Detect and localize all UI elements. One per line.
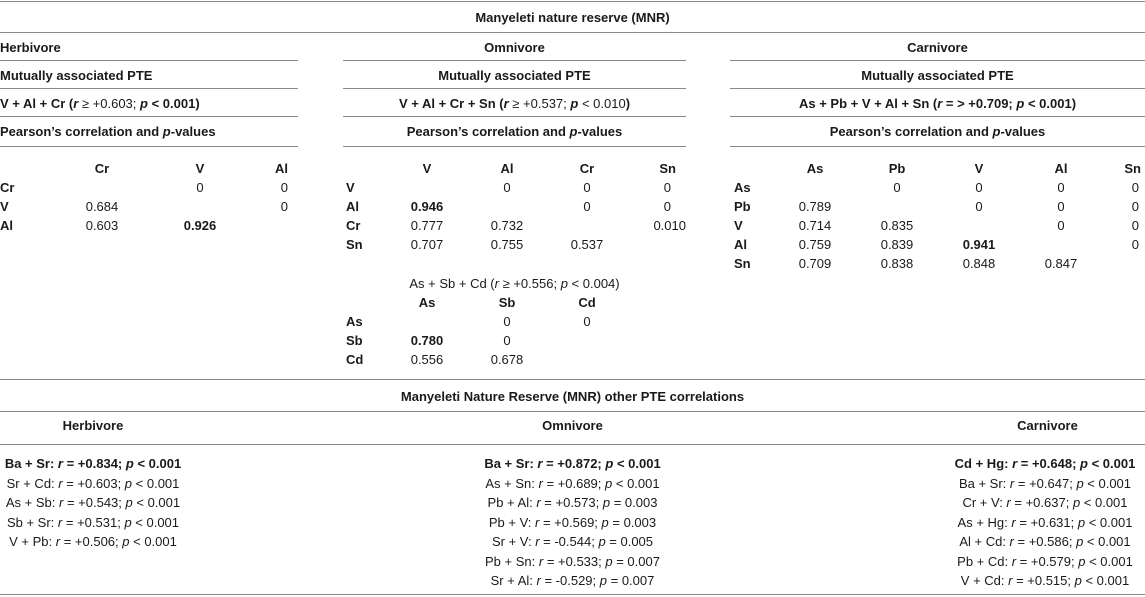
correlation-pair: V + Pb:: [9, 534, 56, 549]
matrix-col-header: As: [806, 161, 824, 176]
other-herbivore-header: Herbivore: [62, 418, 124, 433]
correlation-r: r: [57, 514, 63, 530]
correlation-r: r: [535, 514, 540, 530]
herbivore-header: Herbivore: [0, 40, 61, 55]
correlation-rv: = +0.543;: [63, 495, 126, 510]
herbivore-mutual-label: Mutually associated PTE: [0, 68, 153, 83]
correlation-row: [0, 456, 186, 472]
matrix-row-label: Al: [734, 237, 747, 252]
matrix-col-header: Pb: [888, 161, 906, 176]
matrix-col-header: Cr: [94, 161, 110, 176]
correlation-r: r: [55, 534, 61, 549]
correlation-pair: Sr + Cd:: [6, 475, 59, 491]
correlation-pv: < 0.001: [131, 514, 180, 530]
correlation-pv: < 0.001: [129, 534, 177, 549]
correlation-p: p: [605, 456, 614, 471]
correlation-pair: Pb + V:: [488, 514, 536, 530]
correlation-p: p: [1077, 514, 1086, 530]
correlation-pair: V + Cd:: [960, 573, 1009, 588]
correlation-row: [945, 573, 1145, 589]
matrix-cell: 0: [196, 180, 204, 195]
correlation-row: [945, 476, 1145, 492]
matrix-cell: 0.732: [490, 218, 524, 233]
other-title: Manyeleti Nature Reserve (MNR) other PTE correlations: [400, 389, 745, 404]
correlation-p: p: [1080, 456, 1088, 471]
matrix-col-header: Cr: [579, 161, 595, 176]
correlation-r: r: [537, 456, 543, 471]
correlation-r: r: [58, 475, 63, 491]
correlation-rv: = +0.648;: [1017, 456, 1081, 471]
matrix-cell: 0.838: [880, 256, 914, 271]
herbivore-rule-4: [0, 146, 298, 147]
correlation-pair: As + Hg:: [957, 514, 1012, 530]
matrix-row-label: V: [0, 199, 9, 214]
table-title: Manyeleti nature reserve (MNR): [475, 10, 670, 25]
omnivore-pearson-label: Pearson’s correlation and p-values: [406, 124, 623, 139]
correlation-pair: Sb + Sr:: [6, 514, 58, 530]
correlation-pair: Sr + Al:: [490, 573, 537, 588]
matrix-row-label: Sb: [346, 333, 363, 348]
correlation-rv: = +0.647;: [1014, 475, 1077, 491]
omnivore-rule-3: [343, 116, 686, 117]
matrix-cell: 0: [663, 180, 671, 195]
correlation-pv: = 0.003: [610, 495, 658, 510]
correlation-rv: = +0.603;: [62, 475, 125, 491]
matrix-cell: 0: [280, 199, 288, 214]
matrix-row-label: Cr: [346, 218, 361, 233]
correlation-p: p: [605, 553, 613, 569]
matrix-cell: 0: [1057, 199, 1065, 214]
correlation-p: p: [124, 514, 132, 530]
matrix-cell: 0: [1131, 180, 1139, 195]
correlation-rv: = +0.515;: [1012, 573, 1075, 588]
correlation-pair: Ba + Sr:: [4, 456, 58, 471]
correlation-rv: = +0.637;: [1010, 495, 1073, 510]
correlation-pv: < 0.001: [1087, 456, 1136, 471]
correlation-pv: = 0.007: [607, 573, 655, 588]
correlation-rv: = +0.872;: [542, 456, 606, 471]
matrix-cell: 0.777: [410, 218, 444, 233]
correlation-pv: < 0.001: [1083, 534, 1131, 549]
carnivore-formula: As + Pb + V + Al + Sn (r = > +0.709; p < 0.001): [798, 96, 1077, 111]
matrix-cell: 0: [1131, 199, 1139, 214]
correlation-pv: < 0.001: [132, 495, 181, 510]
matrix-cell: 0.709: [798, 256, 832, 271]
matrix-cell-highlight: 0.946: [410, 199, 444, 214]
correlation-pv: < 0.001: [133, 456, 182, 471]
herbivore-rule-3: [0, 116, 298, 117]
matrix-cell: 0: [503, 314, 511, 329]
matrix-row-label: V: [734, 218, 743, 233]
matrix-cell: 0.839: [880, 237, 914, 252]
matrix-row-label: Cd: [346, 352, 364, 367]
matrix-row-label: Al: [346, 199, 359, 214]
correlation-pair: Cd + Hg:: [954, 456, 1013, 471]
correlation-row: [440, 476, 705, 492]
correlation-row: [945, 515, 1145, 531]
correlation-pv: < 0.001: [613, 456, 661, 471]
correlation-pair: As + Sb:: [5, 495, 59, 510]
correlation-pair: Al + Cd:: [959, 534, 1010, 549]
matrix-cell: 0.010: [653, 218, 686, 233]
correlation-r: r: [536, 495, 541, 510]
carnivore-rule-3: [730, 116, 1145, 117]
matrix-col-header: Al: [275, 161, 288, 176]
other-title-rule: [0, 411, 1145, 412]
matrix-cell: 0: [583, 180, 591, 195]
correlation-pv: = 0.003: [608, 514, 657, 530]
correlation-pair: Ba + Sr:: [484, 456, 538, 471]
correlation-r: r: [1012, 456, 1018, 471]
other-header-rule: [0, 444, 1145, 445]
correlation-p: p: [602, 495, 611, 510]
matrix-row-label: Sn: [346, 237, 363, 252]
correlation-rv: = +0.533;: [543, 553, 606, 569]
correlation-pv: < 0.001: [612, 475, 660, 491]
correlation-r: r: [1009, 475, 1015, 491]
correlation-pv: = 0.007: [612, 553, 660, 569]
correlation-r: r: [536, 573, 541, 588]
correlation-rv: = +0.531;: [62, 514, 125, 530]
correlation-pv: < 0.001: [1085, 553, 1133, 569]
correlation-row: [945, 495, 1145, 511]
correlation-r: r: [538, 475, 543, 491]
omnivore-mutual-label: Mutually associated PTE: [438, 68, 591, 83]
matrix-cell: 0.847: [1044, 256, 1078, 271]
correlation-p: p: [1078, 553, 1086, 569]
correlation-p: p: [1076, 475, 1084, 491]
correlation-p: p: [1074, 573, 1082, 588]
correlation-pv: < 0.001: [132, 475, 180, 491]
correlation-p: p: [605, 475, 613, 491]
carnivore-header: Carnivore: [907, 40, 968, 55]
matrix-cell: 0: [280, 180, 288, 195]
matrix-cell-highlight: 0.941: [962, 237, 996, 252]
correlation-rv: = +0.834;: [62, 456, 126, 471]
matrix-cell: 0: [1131, 237, 1139, 252]
correlation-row: [0, 495, 186, 511]
carnivore-mutual-label: Mutually associated PTE: [861, 68, 1014, 83]
correlation-row: [945, 456, 1145, 472]
correlation-pv: < 0.001: [1080, 495, 1128, 510]
matrix-cell: 0.684: [85, 199, 119, 214]
matrix-cell: 0.707: [410, 237, 444, 252]
matrix-col-header: Sn: [659, 161, 676, 176]
matrix-cell-highlight: 0.780: [410, 333, 444, 348]
herbivore-formula: V + Al + Cr (r ≥ +0.603; p < 0.001): [0, 96, 200, 111]
correlation-p: p: [1076, 534, 1084, 549]
herbivore-rule-1: [0, 60, 298, 61]
correlation-rv: = +0.586;: [1013, 534, 1077, 549]
correlation-r: r: [1011, 514, 1016, 530]
matrix-col-header: Cd: [578, 295, 596, 310]
matrix-row-label: Al: [0, 218, 13, 233]
correlation-row: [945, 554, 1145, 570]
correlation-row: [440, 456, 705, 472]
correlation-p: p: [598, 534, 606, 549]
correlation-row: [0, 515, 186, 531]
matrix-cell: 0: [1057, 218, 1065, 233]
matrix-cell: 0.789: [798, 199, 832, 214]
title-rule: [0, 32, 1145, 33]
omnivore-formula-2: As + Sb + Cd (r ≥ +0.556; p < 0.004): [409, 276, 620, 291]
correlation-pv: = 0.005: [605, 534, 654, 549]
matrix-cell: 0: [893, 180, 901, 195]
matrix-col-header: Al: [1054, 161, 1068, 176]
correlation-rv: = +0.573;: [540, 495, 603, 510]
matrix-row-label: Pb: [734, 199, 751, 214]
matrix-row-label: Sn: [734, 256, 751, 271]
matrix-row-label: As: [734, 180, 751, 195]
correlation-rv: = +0.506;: [60, 534, 123, 549]
matrix-col-header: As: [418, 295, 436, 310]
correlation-pair: As + Sn:: [485, 475, 539, 491]
correlation-row: [945, 534, 1145, 550]
correlation-p: p: [599, 573, 607, 588]
matrix-col-header: Sb: [498, 295, 516, 310]
correlation-p: p: [125, 456, 134, 471]
correlation-row: [0, 534, 186, 550]
other-omnivore-header: Omnivore: [542, 418, 603, 433]
correlation-pair: Ba + Sr:: [958, 475, 1010, 491]
matrix-cell: 0.714: [798, 218, 832, 233]
correlation-p: p: [601, 514, 609, 530]
bottom-rule: [0, 594, 1145, 595]
matrix-cell: 0: [503, 180, 511, 195]
correlation-rv: = +0.689;: [542, 475, 606, 491]
correlation-row: [440, 515, 705, 531]
matrix-cell: 0: [975, 199, 983, 214]
herbivore-pearson-label: Pearson’s correlation and p-values: [0, 124, 216, 139]
matrix-col-header: Al: [500, 161, 514, 176]
matrix-cell: 0.678: [490, 352, 524, 367]
omnivore-rule-4: [343, 146, 686, 147]
correlation-r: r: [57, 456, 63, 471]
matrix-row-label: V: [346, 180, 355, 195]
correlation-row: [440, 495, 705, 511]
correlation-rv: = +0.579;: [1016, 553, 1079, 569]
matrix-cell-highlight: 0.926: [183, 218, 217, 233]
correlation-pair: Cr + V:: [962, 495, 1007, 510]
matrix-col-header: V: [422, 161, 432, 176]
matrix-cell: 0: [975, 180, 983, 195]
correlation-r: r: [1011, 553, 1017, 569]
matrix-cell: 0.556: [410, 352, 444, 367]
omnivore-header: Omnivore: [484, 40, 545, 55]
omnivore-formula: V + Al + Cr + Sn (r ≥ +0.537; p < 0.010): [398, 96, 631, 111]
correlation-pair: Sr + V:: [491, 534, 536, 549]
other-top-rule: [0, 379, 1145, 380]
correlation-p: p: [125, 495, 133, 510]
correlation-r: r: [1008, 573, 1013, 588]
carnivore-pearson-label: Pearson’s correlation and p-values: [829, 124, 1046, 139]
correlation-row: [440, 554, 705, 570]
correlation-row: [0, 476, 186, 492]
omnivore-rule-1: [343, 60, 686, 61]
matrix-cell: 0: [503, 333, 511, 348]
correlation-row: [440, 573, 705, 589]
matrix-col-header: V: [974, 161, 984, 176]
correlation-r: r: [535, 534, 540, 549]
matrix-cell: 0.848: [962, 256, 996, 271]
matrix-cell: 0: [583, 314, 591, 329]
correlation-pv: < 0.001: [1085, 514, 1133, 530]
carnivore-rule-1: [730, 60, 1145, 61]
carnivore-rule-4: [730, 146, 1145, 147]
correlation-p: p: [124, 475, 133, 491]
herbivore-rule-2: [0, 88, 298, 89]
correlation-rv: = +0.631;: [1015, 514, 1078, 530]
correlation-pair: Pb + Cd:: [957, 553, 1012, 569]
correlation-pair: Pb + Al:: [487, 495, 537, 510]
matrix-cell: 0.835: [880, 218, 914, 233]
matrix-cell: 0.755: [490, 237, 524, 252]
matrix-row-label: Cr: [0, 180, 15, 195]
matrix-cell: 0: [663, 199, 671, 214]
matrix-cell: 0: [1057, 180, 1065, 195]
correlation-r: r: [538, 553, 544, 569]
correlation-rv: = +0.569;: [539, 514, 602, 530]
correlation-r: r: [59, 495, 64, 510]
correlation-r: r: [1009, 534, 1014, 549]
correlation-r: r: [1006, 495, 1011, 510]
matrix-row-label: As: [346, 314, 363, 329]
top-rule: [0, 1, 1145, 2]
other-carnivore-header: Carnivore: [1017, 418, 1078, 433]
matrix-col-header: V: [195, 161, 205, 176]
correlation-pv: < 0.001: [1081, 573, 1130, 588]
matrix-col-header: Sn: [1124, 161, 1141, 176]
matrix-cell: 0: [583, 199, 591, 214]
correlation-p: p: [1072, 495, 1081, 510]
omnivore-rule-2: [343, 88, 686, 89]
correlation-pair: Pb + Sn:: [485, 553, 539, 569]
matrix-cell: 0.759: [798, 237, 832, 252]
correlation-rv: = -0.529;: [540, 573, 600, 588]
matrix-cell: 0: [1131, 218, 1139, 233]
correlation-row: [440, 534, 705, 550]
correlation-rv: = -0.544;: [539, 534, 599, 549]
matrix-cell: 0.603: [85, 218, 119, 233]
carnivore-rule-2: [730, 88, 1145, 89]
correlation-pv: < 0.001: [1083, 475, 1132, 491]
correlation-p: p: [122, 534, 130, 549]
matrix-cell: 0.537: [570, 237, 604, 252]
